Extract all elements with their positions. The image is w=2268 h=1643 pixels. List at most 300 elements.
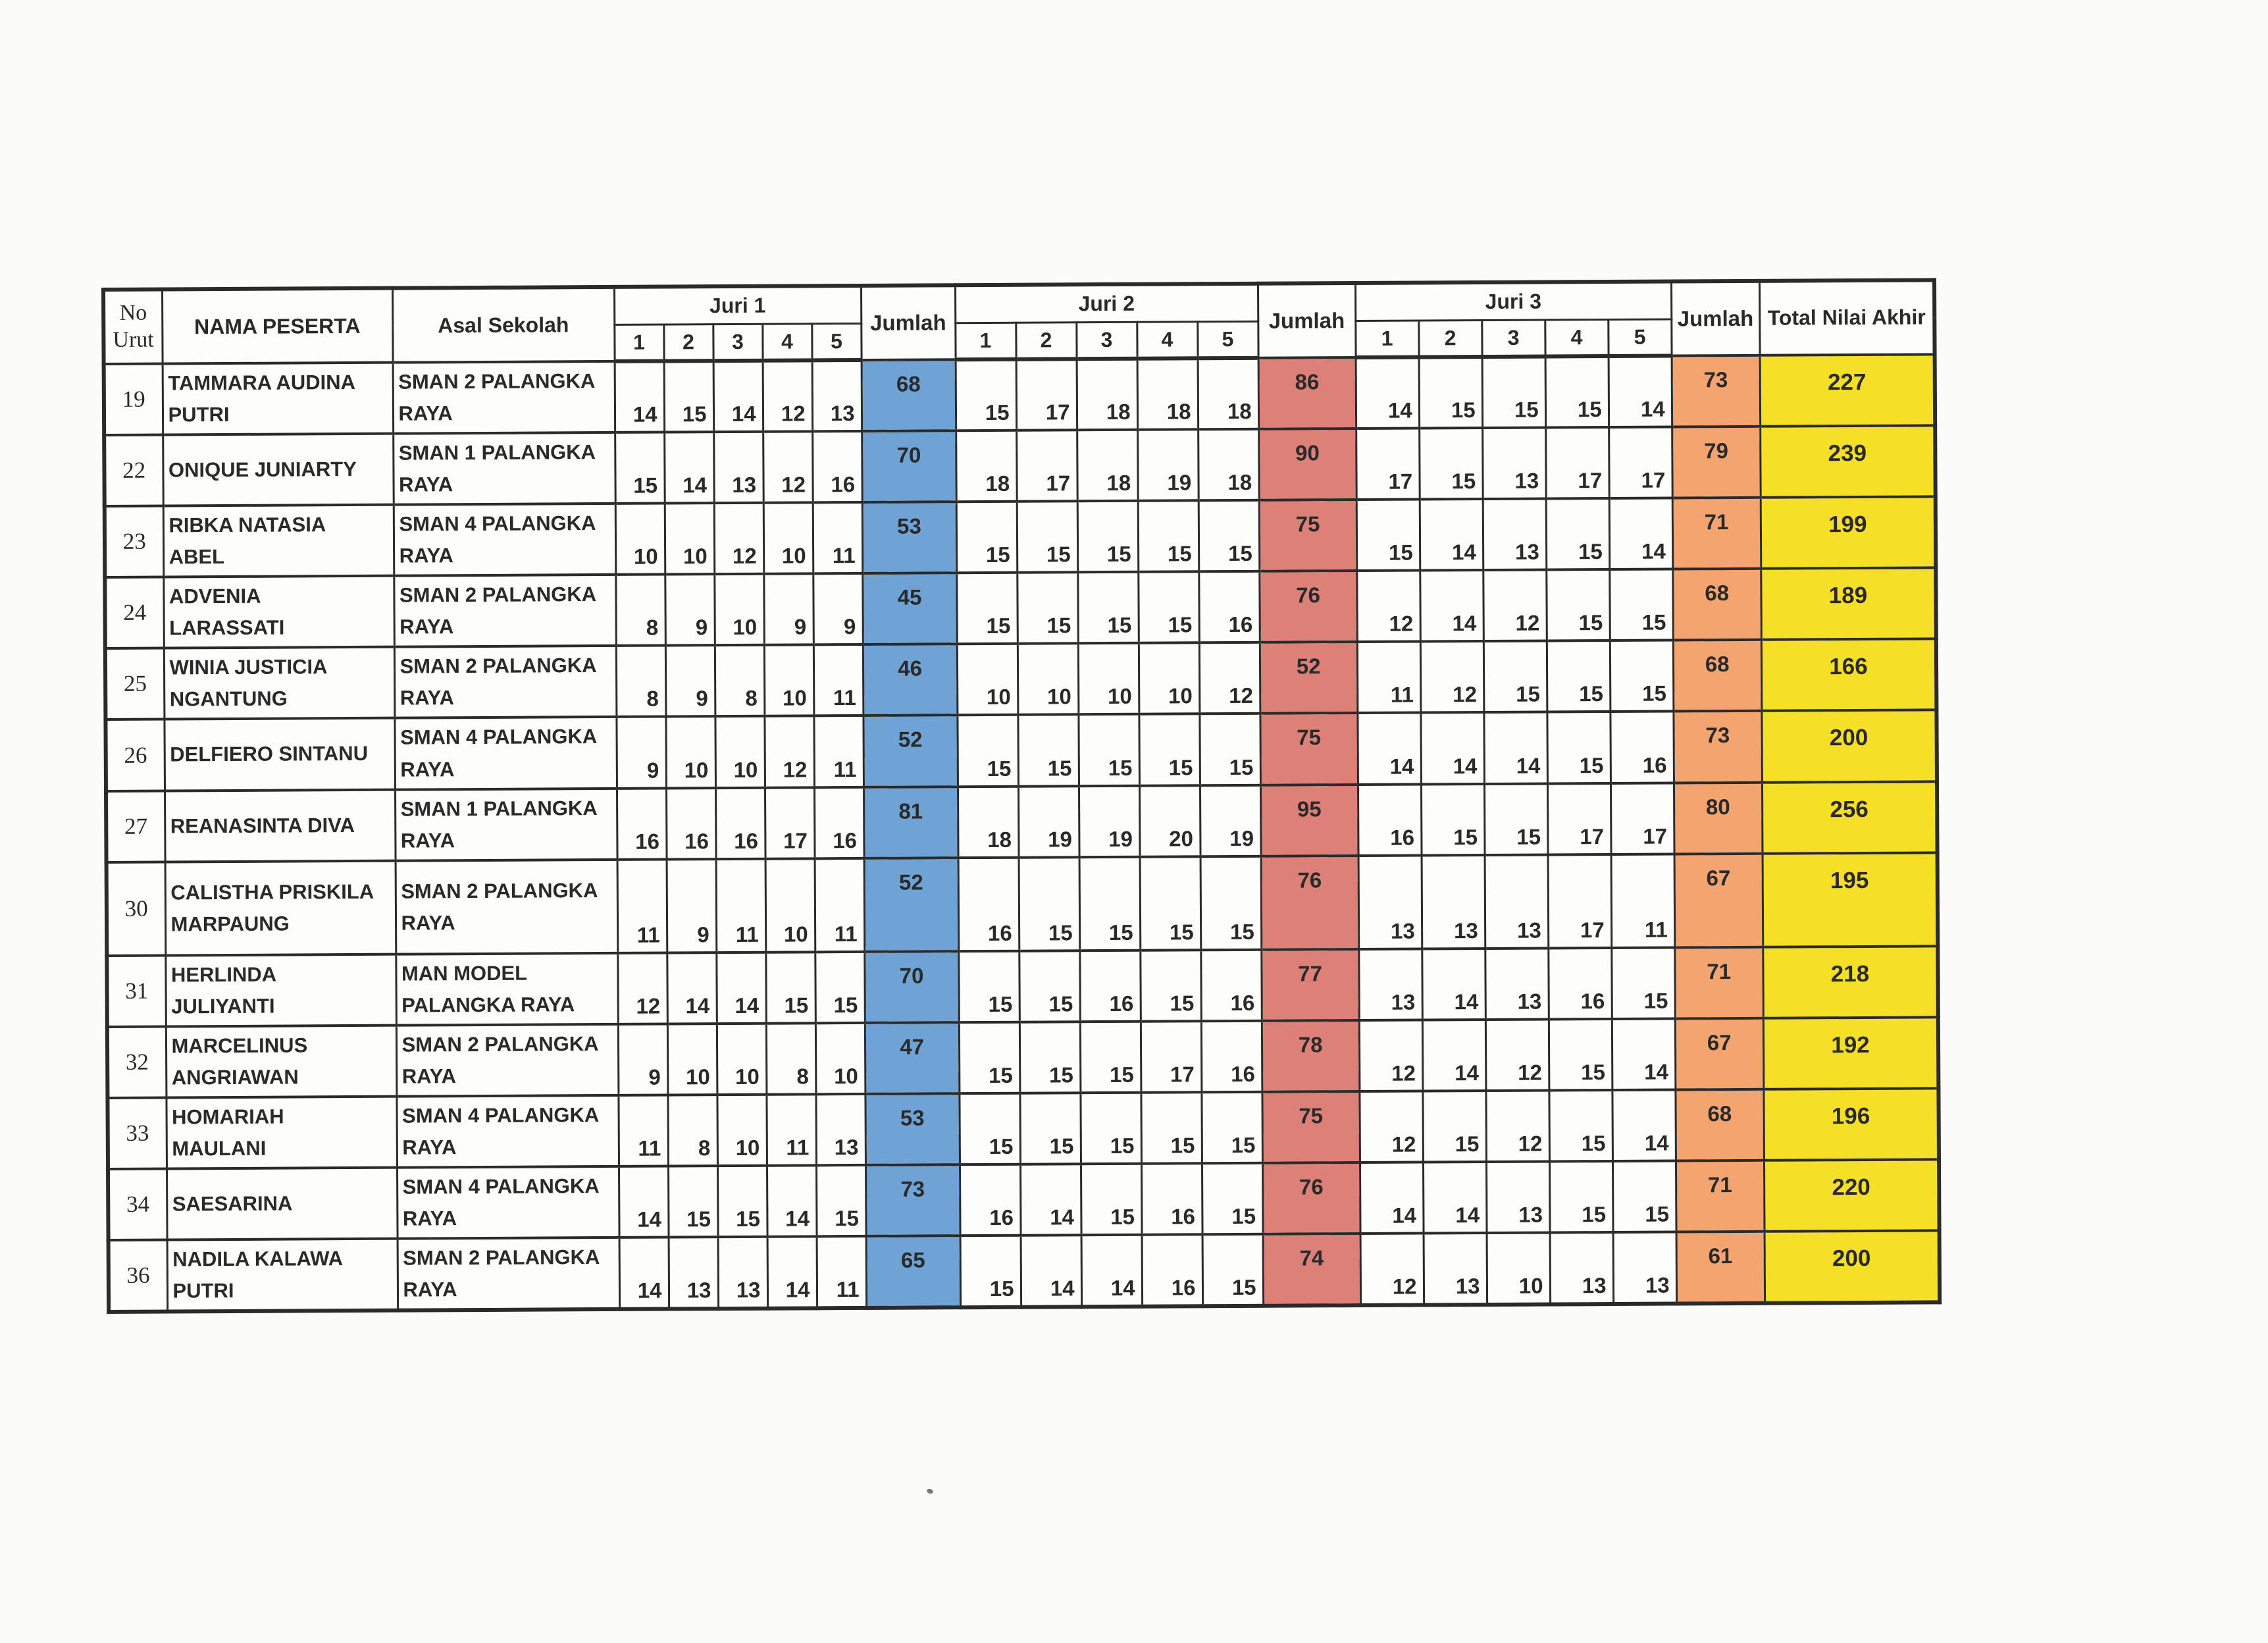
cell-juri2-score: 20 — [1139, 785, 1200, 857]
cell-juri1-score: 15 — [668, 1166, 718, 1237]
cell-juri2-score: 18 — [1137, 358, 1198, 430]
cell-jumlah-juri3: 67 — [1675, 1018, 1764, 1090]
header-juri3-col-5: 5 — [1608, 319, 1671, 357]
cell-asal-sekolah: SMAN 2 PALANGKA RAYA — [394, 646, 617, 718]
cell-total-nilai-akhir: 239 — [1760, 426, 1936, 498]
cell-no-urut: 19 — [104, 364, 163, 436]
cell-juri1-score: 10 — [765, 858, 815, 952]
cell-jumlah-juri2: 76 — [1261, 856, 1359, 950]
cell-juri1-score: 14 — [713, 361, 763, 432]
cell-jumlah-juri3: 73 — [1672, 355, 1761, 427]
header-juri3-col-3: 3 — [1482, 320, 1545, 357]
cell-juri2-score: 15 — [1077, 572, 1139, 644]
cell-jumlah-juri1: 45 — [862, 573, 957, 644]
cell-juri3-score: 14 — [1612, 1089, 1676, 1161]
cell-no-urut: 25 — [105, 648, 165, 720]
cell-juri1-score: 10 — [764, 645, 814, 716]
cell-juri1-score: 16 — [812, 431, 862, 502]
cell-juri1-score: 9 — [665, 646, 715, 717]
cell-juri3-score: 13 — [1550, 1232, 1614, 1305]
cell-juri1-score: 12 — [763, 360, 813, 431]
cell-juri2-score: 15 — [957, 715, 1018, 787]
cell-juri2-score: 15 — [1139, 714, 1200, 786]
cell-juri3-score: 15 — [1423, 1091, 1487, 1162]
header-juri2-col-4: 4 — [1137, 321, 1197, 358]
header-jumlah-juri1: Jumlah — [861, 285, 956, 360]
cell-juri2-score: 17 — [1141, 1021, 1202, 1093]
cell-juri2-score: 15 — [1200, 856, 1262, 949]
table-row — [107, 852, 1938, 956]
cell-juri2-score: 18 — [1077, 359, 1138, 430]
cell-juri3-score: 13 — [1485, 948, 1549, 1020]
cell-jumlah-juri3: 61 — [1676, 1232, 1765, 1304]
cell-juri2-score: 18 — [956, 430, 1017, 502]
cell-juri1-score: 15 — [765, 952, 815, 1023]
cell-nama-peserta: HERLINDA JULIYANTI — [165, 954, 396, 1026]
cell-juri2-score: 14 — [1020, 1164, 1081, 1236]
cell-juri2-score: 15 — [1198, 500, 1260, 572]
cell-juri1-score: 16 — [617, 788, 667, 859]
cell-juri1-score: 10 — [665, 717, 715, 788]
cell-nama-peserta: RIBKA NATASIA ABEL — [163, 505, 394, 577]
cell-juri2-score: 15 — [1017, 573, 1078, 644]
cell-jumlah-juri3: 79 — [1672, 427, 1761, 498]
cell-juri2-score: 16 — [1142, 1234, 1203, 1307]
cell-total-nilai-akhir: 218 — [1763, 946, 1938, 1018]
cell-juri2-score: 15 — [1077, 501, 1139, 573]
cell-jumlah-juri1: 81 — [863, 787, 958, 858]
cell-total-nilai-akhir: 200 — [1762, 710, 1938, 782]
cell-juri3-score: 14 — [1422, 949, 1485, 1020]
cell-no-urut: 24 — [105, 577, 164, 649]
cell-juri1-score: 13 — [713, 432, 763, 503]
table-row — [109, 1230, 1940, 1312]
cell-juri2-score: 16 — [1201, 1021, 1262, 1093]
cell-nama-peserta: TAMMARA AUDINA PUTRI — [163, 363, 394, 435]
cell-jumlah-juri2: 52 — [1260, 642, 1358, 714]
cell-no-urut: 33 — [107, 1097, 167, 1169]
cell-nama-peserta: WINIA JUSTICIA NGANTUNG — [164, 647, 395, 719]
cell-juri3-score: 13 — [1485, 854, 1549, 949]
cell-juri3-score: 15 — [1549, 1019, 1612, 1091]
cell-juri3-score: 12 — [1360, 1234, 1424, 1306]
cell-no-urut: 26 — [105, 719, 165, 791]
cell-juri3-score: 15 — [1483, 641, 1547, 713]
cell-asal-sekolah: SMAN 2 PALANGKA RAYA — [396, 1024, 619, 1097]
cell-nama-peserta: SAESARINA — [167, 1168, 398, 1240]
header-no-urut: No Urut — [103, 290, 163, 364]
cell-asal-sekolah: SMAN 1 PALANGKA RAYA — [393, 432, 615, 505]
cell-asal-sekolah: SMAN 1 PALANGKA RAYA — [395, 788, 617, 860]
cell-juri3-score: 14 — [1484, 712, 1548, 784]
cell-juri3-score: 16 — [1358, 784, 1422, 856]
cell-jumlah-juri2: 75 — [1260, 713, 1358, 785]
cell-asal-sekolah: SMAN 2 PALANGKA RAYA — [393, 361, 615, 434]
cell-juri3-score: 15 — [1421, 784, 1485, 856]
cell-juri1-score: 9 — [618, 1024, 668, 1095]
cell-jumlah-juri3: 73 — [1674, 711, 1763, 783]
cell-juri1-score: 14 — [767, 1165, 817, 1236]
cell-juri3-score: 13 — [1482, 428, 1546, 500]
cell-juri1-score: 12 — [714, 503, 764, 574]
cell-juri3-score: 13 — [1422, 855, 1485, 949]
cell-juri1-score: 11 — [618, 1095, 668, 1166]
cell-juri3-score: 17 — [1548, 854, 1612, 949]
cell-juri1-score: 9 — [763, 574, 813, 645]
cell-jumlah-juri1: 65 — [866, 1236, 961, 1308]
cell-juri3-score: 15 — [1545, 356, 1609, 428]
cell-juri3-score: 14 — [1360, 1162, 1424, 1234]
cell-juri3-score: 17 — [1611, 783, 1674, 854]
cell-juri1-score: 11 — [766, 1094, 816, 1165]
cell-no-urut: 23 — [105, 506, 164, 578]
cell-nama-peserta: DELFIERO SINTANU — [164, 718, 395, 791]
cell-juri3-score: 16 — [1548, 948, 1612, 1020]
cell-asal-sekolah: SMAN 4 PALANGKA RAYA — [397, 1166, 619, 1239]
cell-juri1-score: 10 — [615, 504, 665, 575]
cell-juri2-score: 15 — [960, 1236, 1021, 1308]
cell-nama-peserta: CALISTHA PRISKILA MARPAUNG — [165, 860, 396, 955]
cell-jumlah-juri2: 76 — [1262, 1162, 1360, 1234]
cell-juri1-score: 10 — [715, 716, 765, 787]
table-row — [105, 639, 1937, 720]
cell-juri1-score: 15 — [815, 952, 865, 1023]
cell-juri3-score: 15 — [1611, 947, 1675, 1019]
header-juri1: Juri 1 — [614, 286, 861, 325]
cell-juri2-score: 10 — [1139, 643, 1200, 715]
cell-no-urut: 36 — [109, 1240, 168, 1313]
cell-juri3-score: 15 — [1612, 1161, 1676, 1232]
cell-juri3-score: 15 — [1549, 1090, 1613, 1162]
cell-juri2-score: 19 — [1018, 786, 1079, 858]
cell-juri3-score: 15 — [1484, 783, 1548, 855]
cell-juri3-score: 12 — [1485, 1019, 1549, 1091]
cell-juri2-score: 15 — [1199, 714, 1260, 785]
header-juri3-col-4: 4 — [1545, 319, 1608, 357]
cell-nama-peserta: MARCELINUS ANGRIAWAN — [166, 1025, 397, 1097]
cell-total-nilai-akhir: 195 — [1763, 852, 1938, 947]
cell-juri3-score: 12 — [1420, 641, 1484, 713]
cell-total-nilai-akhir: 227 — [1760, 354, 1936, 426]
cell-juri3-score: 15 — [1610, 640, 1674, 712]
score-sheet — [101, 278, 1942, 1314]
cell-no-urut: 34 — [108, 1168, 167, 1240]
cell-jumlah-juri3: 71 — [1674, 947, 1763, 1018]
cell-total-nilai-akhir: 196 — [1764, 1088, 1940, 1160]
header-juri1-col-1: 1 — [614, 325, 663, 361]
cell-jumlah-juri3: 71 — [1672, 498, 1761, 569]
score-table — [101, 278, 1942, 1314]
cell-asal-sekolah: SMAN 2 PALANGKA RAYA — [398, 1238, 620, 1311]
cell-juri2-score: 16 — [960, 1164, 1021, 1236]
cell-juri2-score: 15 — [1078, 714, 1139, 786]
table-row — [104, 426, 1936, 507]
cell-juri3-score: 17 — [1609, 427, 1672, 499]
cell-juri3-score: 15 — [1546, 569, 1610, 641]
cell-asal-sekolah: SMAN 4 PALANGKA RAYA — [394, 504, 616, 576]
cell-jumlah-juri2: 86 — [1258, 357, 1356, 429]
cell-juri3-score: 17 — [1356, 429, 1420, 500]
cell-juri1-score: 14 — [664, 432, 714, 503]
cell-juri2-score: 19 — [1200, 785, 1261, 856]
cell-total-nilai-akhir: 166 — [1761, 639, 1937, 711]
cell-juri1-score: 10 — [667, 1024, 717, 1095]
cell-juri3-score: 14 — [1358, 713, 1422, 785]
cell-jumlah-juri3: 68 — [1676, 1089, 1765, 1161]
cell-juri3-score: 16 — [1611, 712, 1674, 783]
cell-jumlah-juri1: 73 — [865, 1164, 960, 1236]
cell-juri3-score: 13 — [1613, 1232, 1677, 1305]
table-row — [104, 354, 1936, 435]
cell-juri2-score: 15 — [1019, 1093, 1081, 1164]
cell-juri1-score: 8 — [766, 1023, 816, 1094]
cell-nama-peserta: REANASINTA DIVA — [165, 789, 396, 862]
cell-juri1-score: 16 — [814, 787, 864, 858]
cell-juri1-score: 8 — [715, 645, 765, 716]
cell-juri1-score: 15 — [816, 1165, 866, 1236]
cell-juri2-score: 14 — [1081, 1235, 1143, 1307]
cell-jumlah-juri2: 75 — [1259, 500, 1357, 571]
table-row — [108, 1159, 1940, 1240]
cell-juri2-score: 18 — [1198, 429, 1259, 501]
cell-juri3-score: 15 — [1609, 569, 1673, 641]
header-juri2-col-5: 5 — [1197, 321, 1258, 358]
cell-juri1-score: 10 — [815, 1023, 865, 1094]
cell-juri2-score: 16 — [1200, 949, 1262, 1021]
header-juri2-col-3: 3 — [1076, 322, 1137, 359]
cell-asal-sekolah: SMAN 4 PALANGKA RAYA — [394, 717, 617, 789]
header-juri1-col-2: 2 — [663, 324, 713, 361]
cell-juri2-score: 15 — [956, 359, 1017, 431]
cell-juri2-score: 19 — [1137, 429, 1198, 501]
cell-jumlah-juri3: 68 — [1673, 640, 1762, 712]
cell-juri1-score: 9 — [616, 717, 666, 788]
cell-juri1-score: 9 — [665, 574, 715, 645]
cell-juri2-score: 15 — [1080, 1093, 1141, 1164]
cell-juri2-score: 14 — [1021, 1235, 1082, 1307]
cell-juri1-score: 14 — [615, 361, 665, 432]
cell-juri2-score: 15 — [1018, 715, 1079, 787]
cell-juri2-score: 17 — [1016, 430, 1077, 502]
cell-jumlah-juri1: 47 — [865, 1022, 960, 1094]
cell-juri1-score: 8 — [615, 575, 665, 646]
cell-juri1-score: 16 — [715, 787, 765, 858]
header-juri2-col-2: 2 — [1016, 322, 1076, 359]
header-juri2-col-1: 1 — [955, 323, 1016, 359]
cell-jumlah-juri3: 71 — [1676, 1161, 1765, 1232]
cell-juri2-score: 15 — [1017, 501, 1078, 573]
cell-juri3-score: 14 — [1420, 570, 1483, 642]
cell-juri2-score: 15 — [1141, 1092, 1202, 1164]
cell-juri2-score: 15 — [956, 502, 1018, 573]
cell-total-nilai-akhir: 256 — [1762, 781, 1938, 853]
header-juri1-col-5: 5 — [812, 323, 861, 360]
cell-total-nilai-akhir: 220 — [1764, 1159, 1940, 1231]
cell-total-nilai-akhir: 189 — [1761, 568, 1936, 640]
cell-juri2-score: 18 — [1198, 358, 1259, 430]
cell-no-urut: 31 — [107, 955, 166, 1027]
cell-jumlah-juri1: 53 — [862, 502, 957, 573]
cell-juri3-score: 13 — [1424, 1233, 1487, 1305]
cell-total-nilai-akhir: 192 — [1763, 1017, 1939, 1089]
cell-juri3-score: 14 — [1356, 357, 1420, 429]
cell-jumlah-juri1: 52 — [863, 716, 958, 787]
cell-nama-peserta: ADVENIA LARASSATI — [163, 576, 394, 648]
cell-juri1-score: 14 — [619, 1166, 669, 1237]
cell-juri3-score: 14 — [1420, 499, 1483, 571]
cell-juri2-score: 15 — [1202, 1163, 1263, 1235]
cell-juri1-score: 10 — [665, 503, 715, 574]
cell-nama-peserta: HOMARIAH MAULANI — [166, 1097, 397, 1169]
cell-juri1-score: 13 — [815, 1094, 865, 1165]
cell-no-urut: 30 — [107, 862, 166, 955]
cell-juri3-score: 12 — [1360, 1091, 1424, 1162]
header-nama-peserta: NAMA PESERTA — [162, 288, 393, 364]
cell-juri2-score: 15 — [1140, 950, 1201, 1022]
cell-juri2-score: 15 — [1201, 1092, 1262, 1164]
cell-juri3-score: 11 — [1611, 854, 1675, 948]
cell-total-nilai-akhir: 199 — [1761, 497, 1936, 569]
cell-asal-sekolah: SMAN 2 PALANGKA RAYA — [394, 575, 616, 647]
cell-juri3-score: 15 — [1549, 1161, 1613, 1233]
table-row — [105, 497, 1936, 578]
cell-jumlah-juri3: 80 — [1674, 782, 1763, 854]
cell-juri3-score: 13 — [1358, 855, 1422, 949]
header-jumlah-juri2: Jumlah — [1258, 283, 1356, 358]
header-total-nilai-akhir: Total Nilai Akhir — [1759, 280, 1935, 355]
cell-jumlah-juri3: 67 — [1674, 853, 1763, 947]
table-row — [106, 781, 1938, 862]
cell-jumlah-juri1: 68 — [862, 359, 956, 431]
cell-juri3-score: 14 — [1609, 356, 1672, 428]
cell-juri3-score: 17 — [1545, 427, 1609, 499]
cell-juri1-score: 11 — [813, 644, 863, 716]
cell-juri2-score: 16 — [958, 857, 1019, 951]
cell-juri1-score: 16 — [666, 788, 716, 859]
cell-juri1-score: 12 — [763, 431, 813, 502]
cell-juri1-score: 15 — [615, 432, 665, 504]
cell-juri1-score: 14 — [767, 1236, 817, 1308]
cell-juri2-score: 12 — [1199, 642, 1260, 714]
cell-juri1-score: 11 — [716, 858, 766, 952]
cell-juri1-score: 12 — [764, 716, 814, 787]
cell-juri1-score: 15 — [717, 1166, 767, 1237]
cell-jumlah-juri2: 90 — [1258, 429, 1356, 500]
cell-juri2-score: 15 — [1138, 572, 1199, 644]
cell-juri2-score: 15 — [1019, 1022, 1081, 1093]
cell-juri1-score: 17 — [765, 787, 815, 858]
cell-juri2-score: 10 — [1078, 643, 1139, 715]
cell-jumlah-juri2: 74 — [1263, 1234, 1361, 1306]
cell-total-nilai-akhir: 200 — [1765, 1230, 1940, 1303]
cell-juri3-score: 14 — [1421, 712, 1485, 784]
header-asal-sekolah: Asal Sekolah — [392, 287, 615, 363]
cell-juri2-score: 15 — [956, 573, 1018, 644]
cell-juri1-score: 10 — [717, 1095, 767, 1166]
table-row — [105, 568, 1936, 649]
cell-juri3-score: 17 — [1547, 783, 1611, 855]
cell-asal-sekolah: MAN MODEL PALANGKA RAYA — [396, 953, 618, 1026]
cell-no-urut: 22 — [104, 435, 163, 507]
cell-no-urut: 32 — [107, 1026, 167, 1098]
cell-jumlah-juri1: 53 — [865, 1093, 960, 1165]
cell-jumlah-juri1: 46 — [863, 644, 958, 716]
cell-juri2-score: 10 — [957, 644, 1018, 716]
cell-juri2-score: 15 — [1140, 856, 1201, 950]
header-juri1-col-3: 3 — [713, 324, 762, 361]
cell-juri2-score: 16 — [1198, 571, 1260, 643]
cell-juri3-score: 12 — [1486, 1090, 1550, 1162]
cell-juri3-score: 14 — [1423, 1162, 1487, 1234]
cell-juri2-score: 19 — [1079, 785, 1140, 857]
cell-juri1-score: 11 — [817, 1236, 867, 1308]
cell-juri1-score: 14 — [619, 1238, 669, 1309]
scan-speck — [926, 1488, 934, 1495]
header-juri3: Juri 3 — [1355, 282, 1671, 321]
cell-juri1-score: 10 — [717, 1023, 767, 1094]
cell-juri2-score: 15 — [1019, 857, 1080, 951]
cell-juri1-score: 11 — [815, 858, 865, 952]
cell-juri1-score: 9 — [813, 573, 863, 644]
header-juri3-col-2: 2 — [1418, 320, 1482, 357]
cell-juri3-score: 15 — [1419, 357, 1483, 429]
cell-juri2-score: 18 — [1077, 430, 1138, 502]
cell-juri3-score: 15 — [1419, 428, 1483, 500]
table-row — [105, 710, 1937, 791]
cell-jumlah-juri2: 78 — [1262, 1020, 1360, 1092]
cell-juri2-score: 16 — [1079, 950, 1141, 1022]
cell-juri2-score: 15 — [1080, 1021, 1141, 1093]
cell-juri3-score: 15 — [1547, 640, 1611, 712]
header-juri3-col-1: 1 — [1355, 321, 1418, 358]
cell-asal-sekolah: SMAN 2 PALANGKA RAYA — [396, 860, 618, 954]
cell-nama-peserta: ONIQUE JUNIARTY — [163, 434, 394, 506]
cell-juri2-score: 15 — [959, 1022, 1020, 1093]
cell-juri1-score: 8 — [616, 646, 666, 717]
cell-juri1-score: 15 — [664, 361, 714, 432]
cell-juri1-score: 13 — [669, 1237, 719, 1309]
cell-juri1-score: 13 — [718, 1237, 768, 1309]
cell-asal-sekolah: SMAN 4 PALANGKA RAYA — [396, 1095, 619, 1168]
cell-juri1-score: 14 — [716, 952, 766, 1023]
cell-juri1-score: 8 — [667, 1095, 717, 1166]
cell-juri2-score: 17 — [1016, 359, 1077, 430]
cell-jumlah-juri2: 77 — [1261, 949, 1359, 1021]
cell-juri2-score: 15 — [1138, 500, 1199, 572]
cell-juri2-score: 10 — [1018, 644, 1079, 716]
cell-nama-peserta: NADILA KALAWA PUTRI — [167, 1239, 398, 1312]
cell-no-urut: 27 — [106, 791, 165, 862]
table-row — [107, 1088, 1939, 1169]
cell-juri1-score: 11 — [617, 859, 667, 952]
cell-juri1-score: 11 — [813, 716, 863, 787]
table-row — [107, 1017, 1939, 1098]
cell-juri3-score: 14 — [1422, 1020, 1486, 1091]
cell-juri1-score: 13 — [812, 360, 862, 431]
cell-juri3-score: 15 — [1547, 712, 1611, 783]
cell-juri1-score: 9 — [667, 859, 717, 952]
cell-juri3-score: 11 — [1357, 642, 1421, 714]
cell-juri1-score: 11 — [813, 502, 863, 573]
cell-jumlah-juri3: 68 — [1672, 569, 1761, 640]
cell-juri1-score: 14 — [667, 952, 717, 1024]
cell-jumlah-juri1: 70 — [862, 430, 956, 502]
score-table-body — [104, 354, 1940, 1312]
header-juri1-col-4: 4 — [762, 323, 812, 360]
cell-juri3-score: 12 — [1356, 571, 1420, 642]
cell-juri1-score: 12 — [617, 952, 667, 1024]
cell-juri3-score: 15 — [1356, 500, 1420, 571]
